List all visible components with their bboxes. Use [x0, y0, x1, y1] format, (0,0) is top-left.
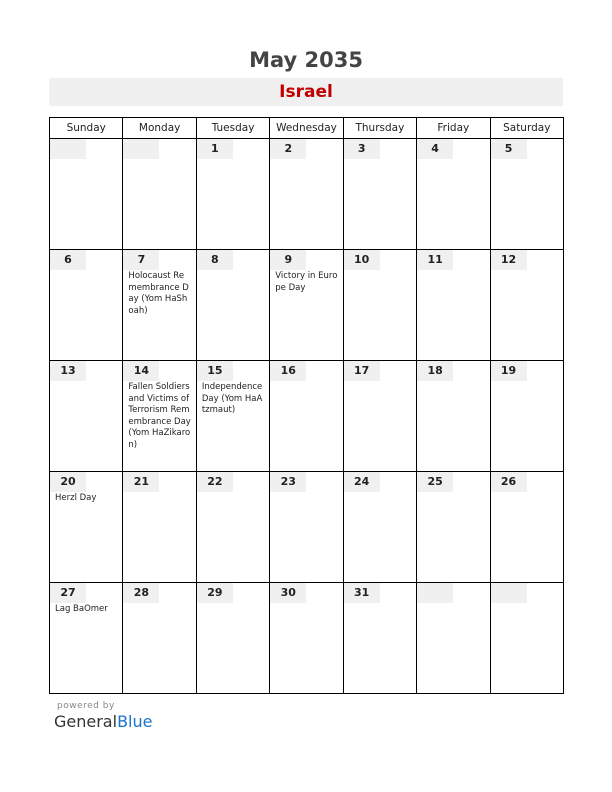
day-cell[interactable] [123, 583, 196, 694]
week-row [50, 361, 564, 472]
holiday-label: Victory in Europe Day [275, 271, 338, 293]
country-name: Israel [279, 82, 333, 102]
weekday-header: Sunday [50, 118, 123, 139]
day-number: 5 [491, 139, 527, 159]
day-number: 9 [270, 250, 306, 270]
weekday-header: Friday [417, 118, 490, 139]
day-number: 29 [197, 583, 233, 603]
day-number [417, 583, 453, 603]
holiday-label: Fallen Soldiers and Victims of Terrorism Remembrance Day (Yom HaZikaron) [128, 382, 191, 450]
day-cell[interactable] [417, 250, 490, 361]
day-cell[interactable] [417, 361, 490, 472]
day-cell[interactable] [270, 361, 343, 472]
day-cell[interactable] [417, 472, 490, 583]
day-number: 2 [270, 139, 306, 159]
day-cell[interactable] [196, 139, 269, 250]
empty-day-cell [490, 583, 563, 694]
day-number: 18 [417, 361, 453, 381]
day-cell[interactable] [490, 472, 563, 583]
country-bar [49, 78, 563, 106]
day-number: 19 [491, 361, 527, 381]
weekday-header: Saturday [490, 118, 563, 139]
brand-blue: Blue [117, 712, 153, 731]
empty-day-cell [417, 583, 490, 694]
week-row [50, 583, 564, 694]
day-number: 27 [50, 583, 86, 603]
day-number [50, 139, 86, 159]
day-cell[interactable] [50, 250, 123, 361]
powered-by-text: powered by [57, 701, 115, 711]
day-number: 14 [123, 361, 159, 381]
weekday-header: Monday [123, 118, 196, 139]
weekday-header: Wednesday [270, 118, 343, 139]
holiday-label: Independence Day (Yom HaAtzmaut) [201, 382, 263, 415]
day-number [491, 583, 527, 603]
day-number: 7 [123, 250, 159, 270]
day-cell[interactable] [196, 472, 269, 583]
day-cell[interactable] [270, 583, 343, 694]
day-number: 21 [123, 472, 159, 492]
day-number: 8 [197, 250, 233, 270]
day-number: 11 [417, 250, 453, 270]
day-number: 4 [417, 139, 453, 159]
calendar-body [50, 139, 564, 694]
day-number: 26 [491, 472, 527, 492]
week-row [50, 472, 564, 583]
day-number: 1 [197, 139, 233, 159]
day-number: 13 [50, 361, 86, 381]
day-number: 3 [344, 139, 380, 159]
day-cell[interactable] [50, 583, 123, 694]
day-number: 15 [197, 361, 233, 381]
day-number: 25 [417, 472, 453, 492]
day-cell[interactable] [123, 472, 196, 583]
empty-day-cell [123, 139, 196, 250]
empty-day-cell [50, 139, 123, 250]
brand-logo[interactable] [54, 712, 152, 731]
day-cell[interactable] [196, 583, 269, 694]
day-number: 12 [491, 250, 527, 270]
day-number: 31 [344, 583, 380, 603]
day-cell[interactable] [343, 139, 416, 250]
day-cell[interactable] [343, 361, 416, 472]
day-cell[interactable] [123, 250, 196, 361]
day-number: 30 [270, 583, 306, 603]
week-row [50, 139, 564, 250]
day-cell[interactable] [343, 250, 416, 361]
day-cell[interactable] [196, 250, 269, 361]
day-cell[interactable] [270, 472, 343, 583]
day-cell[interactable] [490, 361, 563, 472]
day-cell[interactable] [490, 250, 563, 361]
page-title: May 2035 [249, 48, 363, 72]
day-cell[interactable] [417, 139, 490, 250]
day-number: 6 [50, 250, 86, 270]
brand-general: General [54, 712, 118, 731]
day-number: 23 [270, 472, 306, 492]
day-cell[interactable] [123, 361, 196, 472]
day-number: 22 [197, 472, 233, 492]
weekday-header: Thursday [343, 118, 416, 139]
day-number: 20 [50, 472, 86, 492]
calendar-grid [49, 117, 564, 694]
day-cell[interactable] [196, 361, 269, 472]
week-row [50, 250, 564, 361]
day-cell[interactable] [270, 250, 343, 361]
day-cell[interactable] [270, 139, 343, 250]
day-cell[interactable] [490, 139, 563, 250]
day-cell[interactable] [343, 472, 416, 583]
day-number: 28 [123, 583, 159, 603]
day-number [123, 139, 159, 159]
day-cell[interactable] [50, 361, 123, 472]
weekday-header-row [50, 118, 564, 139]
day-cell[interactable] [50, 472, 123, 583]
holiday-label: Holocaust Remembrance Day (Yom HaShoah) [128, 271, 189, 316]
day-cell[interactable] [343, 583, 416, 694]
day-number: 17 [344, 361, 380, 381]
holiday-label: Herzl Day [55, 493, 97, 503]
day-number: 16 [270, 361, 306, 381]
day-number: 10 [344, 250, 380, 270]
day-number: 24 [344, 472, 380, 492]
weekday-header: Tuesday [196, 118, 269, 139]
holiday-label: Lag BaOmer [55, 604, 108, 614]
